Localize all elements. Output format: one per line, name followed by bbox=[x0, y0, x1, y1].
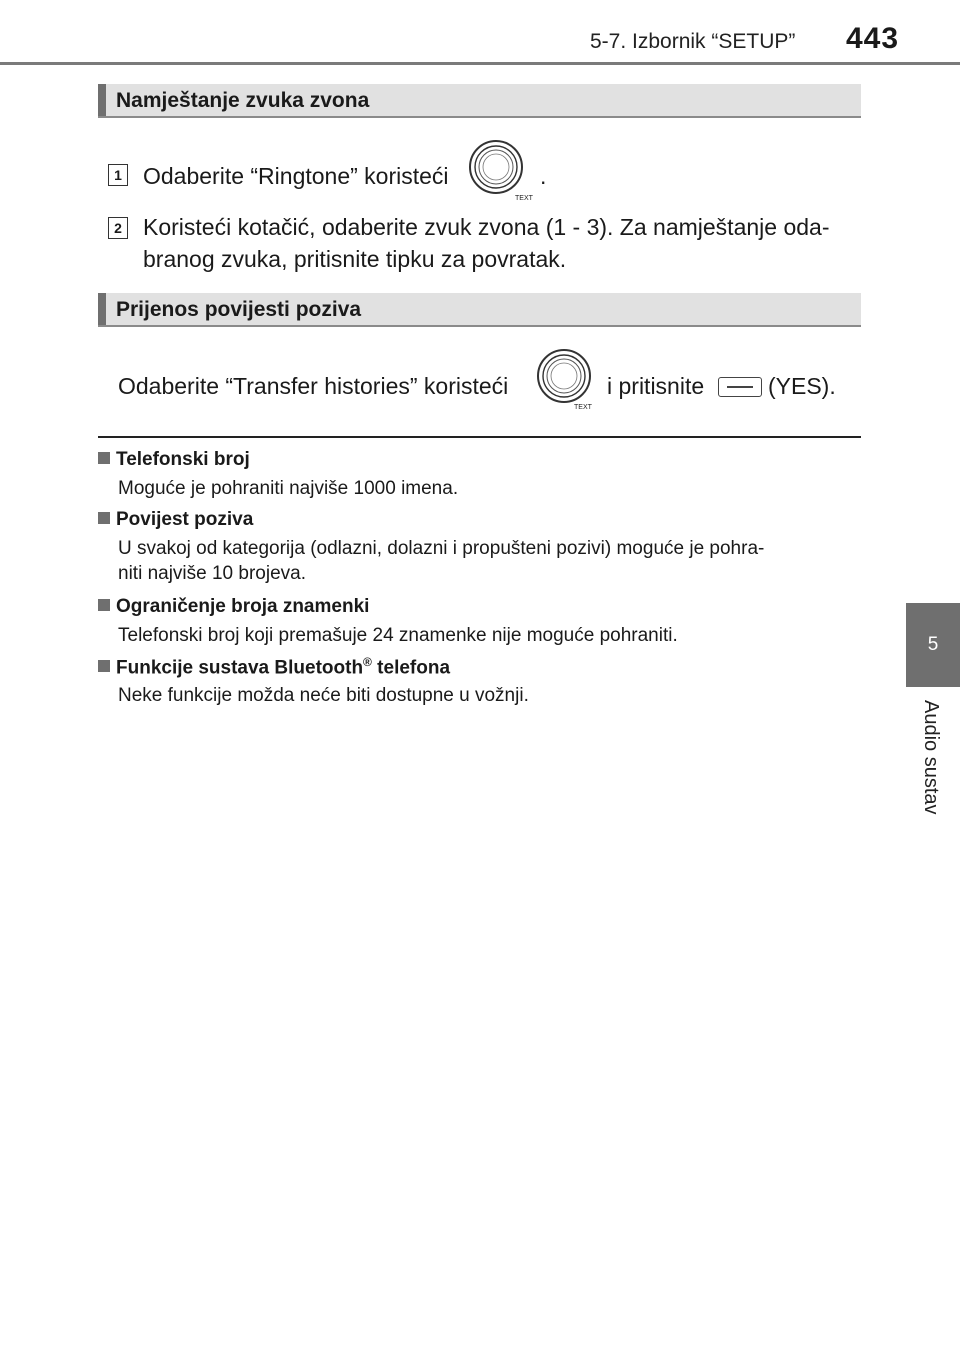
transfer-text-middle: i pritisnite bbox=[607, 373, 705, 399]
bullet-square-icon bbox=[98, 512, 110, 524]
notes-divider bbox=[98, 436, 861, 438]
note-title-call-history: Povijest poziva bbox=[98, 509, 253, 531]
tune-knob-icon bbox=[534, 347, 598, 411]
page-number: 443 bbox=[846, 22, 900, 55]
step2-text-line1: Koristeći kotačić, odaberite zvuk zvona (1 - 3). Za namještanje oda- bbox=[143, 214, 830, 240]
note-title-digit-limit: Ograničenje broja znamenki bbox=[98, 596, 369, 618]
step1-text: Odaberite “Ringtone” koristeći bbox=[143, 163, 449, 189]
bullet-square-icon bbox=[98, 599, 110, 611]
note-text-bluetooth: Neke funkcije možda neće biti dostupne u vožnji. bbox=[118, 685, 529, 706]
bullet-square-icon bbox=[98, 452, 110, 464]
header-rule bbox=[0, 62, 960, 65]
section-heading-transfer bbox=[98, 293, 861, 327]
tune-knob-icon bbox=[466, 138, 533, 202]
chapter-tab: 5 bbox=[906, 603, 960, 687]
chapter-label: Audio sustav bbox=[920, 700, 942, 815]
header-title: 5-7. Izbornik “SETUP” bbox=[590, 30, 796, 53]
step2-text-line2: branog zvuka, pritisnite tipku za povratak. bbox=[143, 246, 567, 272]
yes-button-icon bbox=[718, 377, 762, 397]
step1-period: . bbox=[540, 163, 547, 189]
step-number-1: 1 bbox=[108, 164, 128, 186]
note-text-digit-limit: Telefonski broj koji premašuje 24 znamenke nije moguće pohraniti. bbox=[118, 625, 678, 646]
knob-label: TEXT bbox=[515, 195, 533, 202]
step-number-2: 2 bbox=[108, 217, 128, 239]
transfer-text: Odaberite “Transfer histories” koristeći bbox=[118, 373, 509, 399]
section-heading-bar bbox=[98, 84, 106, 116]
knob-label: TEXT bbox=[574, 404, 592, 411]
section-heading-label: Namještanje zvuka zvona bbox=[116, 89, 370, 112]
section-heading-bar bbox=[98, 293, 106, 325]
section-heading-label: Prijenos povijesti poziva bbox=[116, 298, 362, 321]
note-title-phone-number: Telefonski broj bbox=[98, 449, 250, 471]
note-text-call-history-line2: niti najviše 10 brojeva. bbox=[118, 563, 306, 584]
transfer-text-end: (YES). bbox=[768, 373, 836, 399]
section-heading-ringtone bbox=[98, 84, 861, 118]
note-text-phone-number: Moguće je pohraniti najviše 1000 imena. bbox=[118, 478, 459, 499]
note-title-bluetooth: Funkcije sustava Bluetooth® telefona bbox=[98, 655, 450, 679]
bullet-square-icon bbox=[98, 660, 110, 672]
note-text-call-history-line1: U svakoj od kategorija (odlazni, dolazni i propušteni pozivi) moguće je pohra- bbox=[118, 538, 765, 559]
